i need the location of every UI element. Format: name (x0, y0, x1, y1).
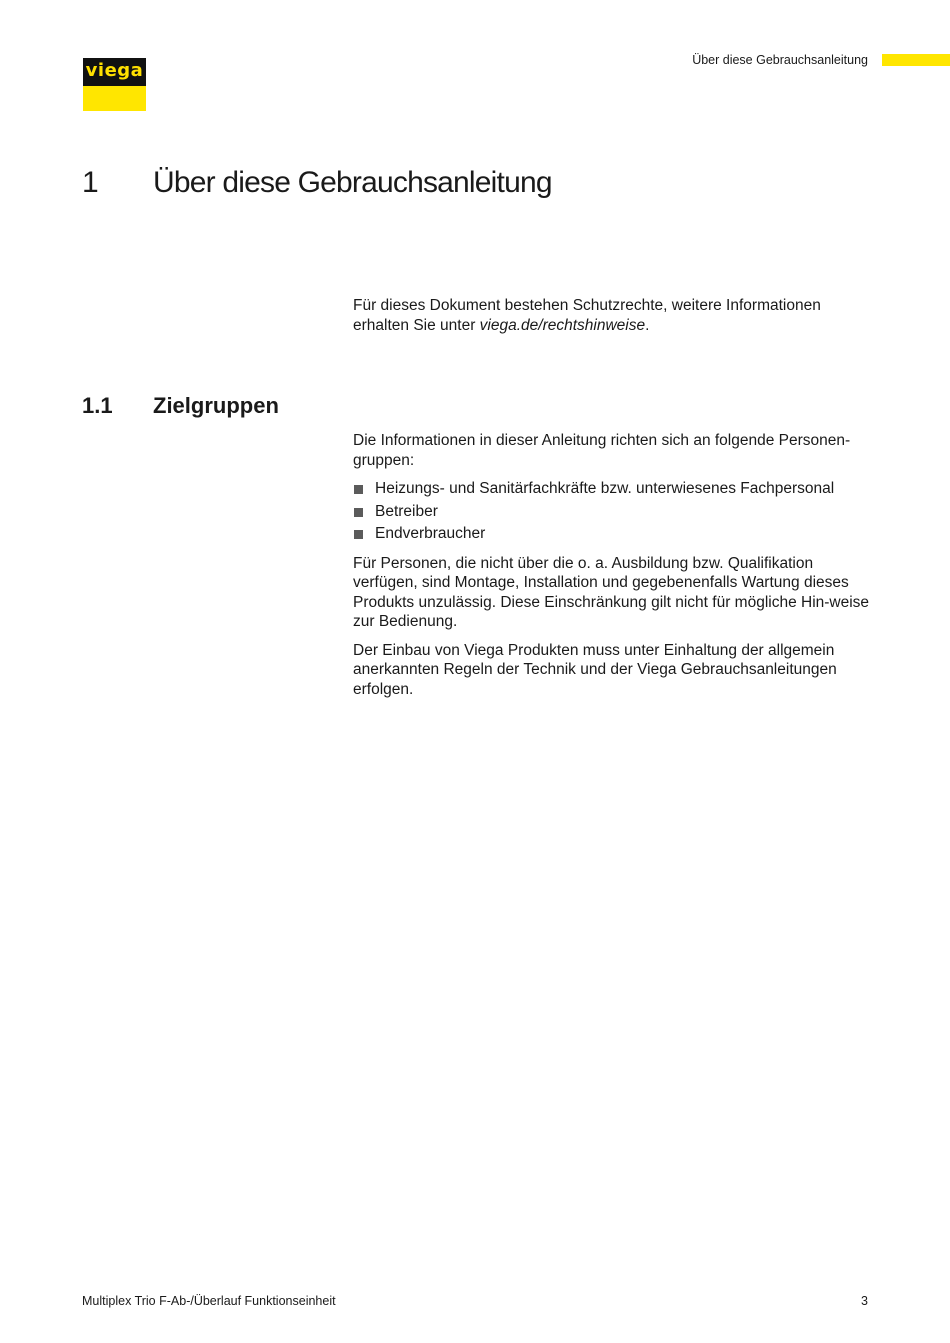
list-item: Betreiber (353, 501, 873, 524)
header-accent-bar (882, 54, 950, 66)
intro-text-end: . (645, 316, 650, 334)
target-group-list (353, 478, 873, 546)
section-body (353, 431, 873, 699)
intro-paragraph (353, 296, 873, 335)
chapter-number: 1 (82, 166, 99, 199)
page-number: 3 (861, 1294, 868, 1308)
qualification-paragraph: Für Personen, die nicht über die o. a. Ausbildung bzw. Qualifikation verfügen, sind Montage, Installation und gegebenenfalls Wartung dieses Produkts unzulässig. Diese Einschränkung gilt nicht für mögliche Hin-weise zur Bedienung. (353, 554, 870, 630)
list-item: Endverbraucher (353, 523, 873, 546)
logo-wordmark: viega (83, 58, 146, 86)
section-title: Zielgruppen (153, 393, 279, 418)
section-number: 1.1 (82, 393, 113, 418)
logo-yellow-block (83, 86, 146, 111)
list-item: Heizungs- und Sanitärfachkräfte bzw. unterwiesenes Fachpersonal (353, 478, 873, 501)
installation-paragraph: Der Einbau von Viega Produkten muss unter Einhaltung der allgemein anerkannten Regeln der Technik und der Viega Gebrauchsanleitungen erfolgen. (353, 641, 837, 698)
square-bullet-icon (354, 530, 363, 539)
running-header: Über diese Gebrauchsanleitung (692, 53, 868, 67)
intro-text: Für dieses Dokument bestehen Schutzrechte, weitere Informationen erhalten Sie unter (353, 297, 821, 334)
footer-product-name: Multiplex Trio F-Ab-/Überlauf Funktionseinheit (82, 1294, 336, 1308)
chapter-title: Über diese Gebrauchsanleitung (153, 166, 552, 199)
section-lead: Die Informationen in dieser Anleitung richten sich an folgende Personen-gruppen: (353, 432, 851, 469)
legal-link[interactable]: viega.de/rechtshinweise (479, 316, 646, 334)
square-bullet-icon (354, 485, 363, 494)
viega-logo (83, 58, 146, 111)
square-bullet-icon (354, 508, 363, 517)
